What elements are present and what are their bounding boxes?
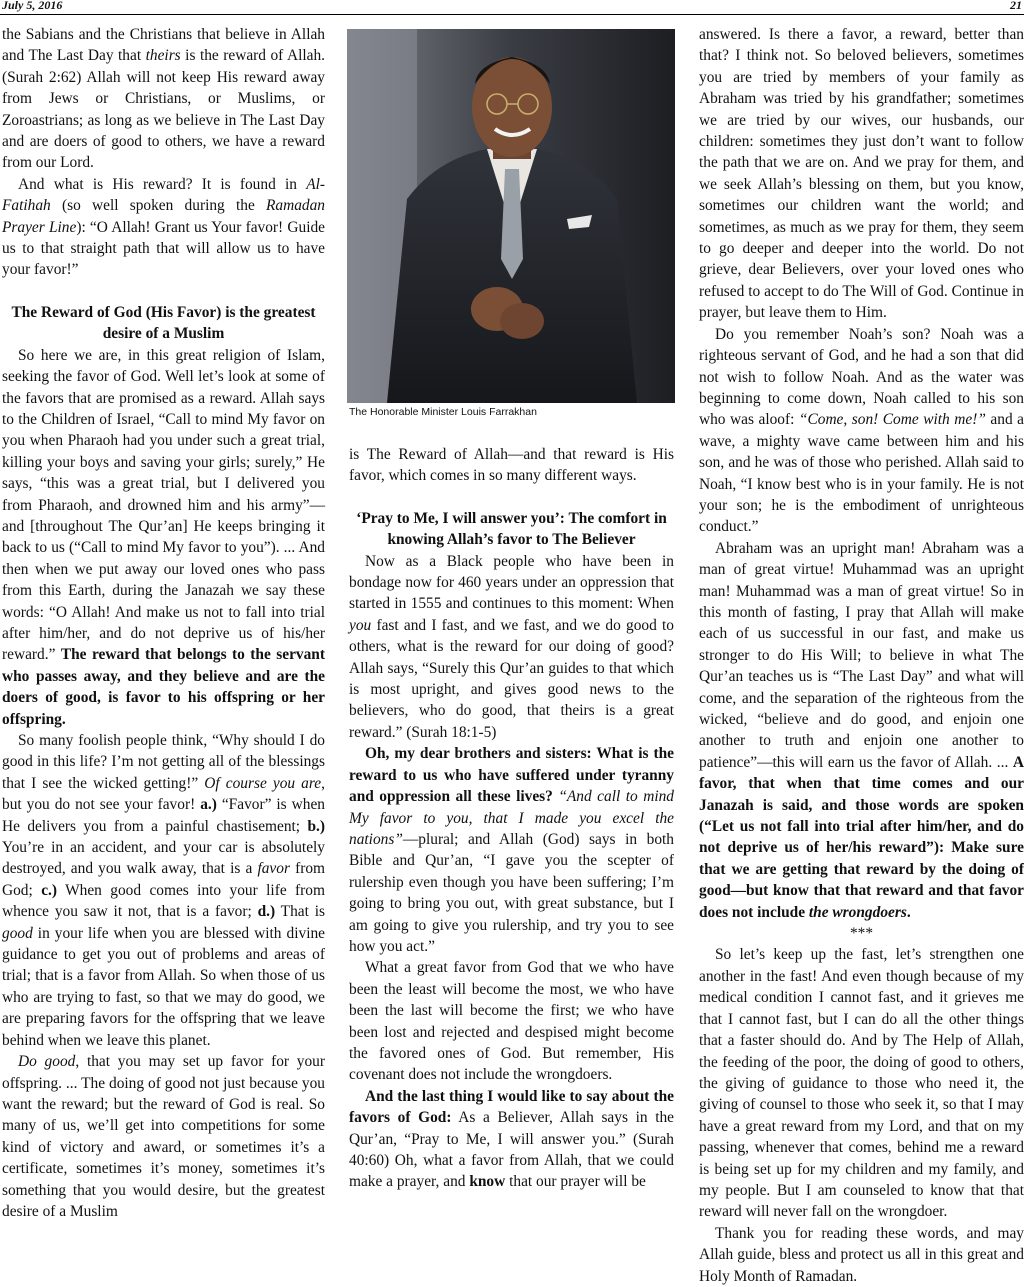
text-run: —plural; and Allah (God) says in both Bible and Qur’an, “I gave you the scepter of rulership even though you have been suffering; I’m going to bring you out, with great substance, but I am going to give you rulership, and try you to see how you act.”: [349, 830, 674, 955]
paragraph: [699, 944, 1024, 1222]
text-run: Thank you for reading these words, and may Allah guide, bless and protect us all in this great and Holy Month of Ramadan.: [699, 1224, 1024, 1285]
paragraph: [699, 24, 1024, 324]
text-run: .: [906, 903, 911, 921]
text-run: favor: [257, 860, 290, 878]
text-run: fast and I fast, and we fast, and we do good to others, what is the reward for our doing of good? Allah says, “Surely this Qur’an guides to that which is most upright, and gives good news to the believers, who do good, that theirs is a great reward.” (Surah 18:1-5): [349, 616, 674, 741]
text-run: Oh, my dear brothers and sisters: What is the reward to us who have suffered under tyranny and oppression all these lives?: [349, 745, 674, 806]
text-run: “And call to mind My favor to you, that I made you excel the nations”: [349, 788, 674, 848]
text-run: Now as a Black people who have been in bondage now for 460 years under an oppression that started in 1555 and continues to this moment: When: [349, 552, 674, 613]
text-run: , that you may set up favor for your offspring. ... The doing of good not just because you want the reward; but the reward of God is real. So many of us, we’ll get into competitions for some kind of victory and award, or sometimes it’s a certificate, sometimes it’s money, sometimes it’s something that you would desire, but the greatest desire of a Muslim: [2, 1053, 325, 1220]
text-run: “Favor” is when He delivers you from a painful chastisement;: [2, 796, 325, 835]
portrait-illustration: [347, 29, 675, 403]
section-subhead: The Reward of God (His Favor) is the greatest desire of a Muslim: [11, 303, 316, 343]
paragraph: [349, 957, 674, 1085]
text-run: a.): [200, 796, 217, 814]
paragraph: [2, 345, 325, 730]
text-run: So many foolish people think, “Why should I do good in this life? I’m not getting all of the blessings that I see the wicked getting!”: [2, 732, 325, 792]
text-run: And the last thing I would like to say about the favors of God:: [349, 1087, 674, 1127]
paragraph: [2, 730, 325, 1051]
paragraph: [699, 538, 1024, 923]
column-2: [349, 444, 674, 1193]
text-run: from God;: [2, 860, 326, 899]
text-run: b.): [307, 817, 325, 835]
page-header: [0, 0, 1024, 15]
text-run: in your life when you are blessed with divine guidance to get you out of problems and areas of trial; that is a favor from Allah. So when those of us who are trying to fast, so that we may do good, we are preparing favors for the offspring that we leave behind when we leave this planet.: [2, 924, 325, 1049]
page-number: 21: [1010, 0, 1022, 12]
text-run: answered. Is there a favor, a reward, better than that? I think not. So beloved believers, sometimes you are tried by members of your family as Abraham was tried by his grandfather; sometimes we are tried by our wives, our husbands, our children: sometimes they just don’t want to follow the path that we are on. And we pray for them, and we seek Allah’s blessing on them, but you know, sometimes our children want the world; and sometimes, as much as we pray for them, they seem to go deeper and deeper into the world. Do not grieve, dear Believers, over your loved ones who refused to accept to do The Will of God. Continue in prayer, but leave them to Him.: [699, 26, 1024, 322]
paragraph: [349, 1086, 674, 1193]
text-run: Abraham was an upright man! Abraham was a man of great virtue! Muhammad was an upright man! Muhammad was a man of great virtue! So in this month of fasting, I pray that Allah will make each of us successful in our fast, and make us stronger to do His Will; to believe in what The Qur’an teaches us is “The Last Day” and what will come, and the separation of the righteous from the wicked, “believe and do good, and enjoin one another to truth and enjoin one another to patience”—this will earn us the favor of Allah. ...: [699, 539, 1024, 771]
text-run: As a Believer, Allah says in the Qur’an, “Pray to Me, I will answer you.” (Surah 40:60) Oh, what a favor from Allah, that we could make a prayer, and: [349, 1109, 674, 1191]
text-run: theirs: [145, 47, 181, 65]
text-run: is The Reward of Allah—and that reward is His favor, which comes in so many different ways.: [349, 446, 674, 485]
text-run: Al-Fatihah: [2, 175, 325, 215]
column-3: [699, 24, 1024, 1287]
text-run: Of course you are: [204, 774, 322, 792]
text-run: “Come, son! Come with me!”: [798, 411, 986, 429]
text-run: the Sabians and the Christians that believe in Allah and The Last Day that: [2, 26, 325, 65]
text-run: and a wave, a mighty wave came between him and his son, and he was of those who perished. Allah said to Noah, “I know best who is in your family. He is not your son; he is the embodiment of unrighteous conduct.”: [699, 411, 1024, 536]
text-run: A favor, that when that time comes and our Janazah is said, and those words are spoken (“Let us not fall into trial after him/her, and do not deprive us of her/his reward”): Make sure that we are getting that reward by the doing of good—but know that that reward and that favor does not include: [699, 753, 1024, 921]
text-run: c.): [41, 881, 57, 899]
paragraph: [699, 1223, 1024, 1287]
text-run: And what is His reward? It is found in: [18, 175, 307, 193]
issue-date: July 5, 2016: [2, 0, 63, 12]
paragraph: [349, 444, 674, 487]
text-run: is the reward of Allah. (Surah 2:62) Allah will not keep His reward away from Jews or Christians, or Muslims, or Zoroastrians; as long as we believe in The Last Day and are doers of good to others, we have a reward from our Lord.: [2, 47, 325, 172]
paragraph: [2, 1051, 325, 1222]
text-run: know: [469, 1173, 506, 1191]
text-run: So here we are, in this great religion of Islam, seeking the favor of God. Well let’s look at some of the favors that are promised as a reward. Allah says to the Children of Israel, “Call to mind My favor on you when Pharaoh had you under such a great trial, killing your boys and saving your girls; surely,” He says, “this was a great trial, but I delivered you from Pharaoh, and drowned him and his army”—and [throughout The Qur’an] He keeps bringing it back to us (“Call to mind My favor to you”). ... And then when we put away our loved ones who pass from this Earth, during the Janazah we say these words: “O Allah! And make us not to fall into trial after him/her, and do not deprive us of his/her reward.”: [2, 346, 325, 664]
paragraph: [2, 174, 325, 281]
text-run: The reward that belongs to the servant who passes away, and they believe and are the doers of good, is favor to his offspring or her offspring.: [2, 646, 325, 728]
paragraph: [699, 324, 1024, 538]
section-break: ***: [849, 925, 874, 943]
text-run: the wrongdoers: [808, 903, 907, 921]
portrait-photo: [347, 29, 675, 403]
text-run: What a great favor from God that we who have been the least will become the most, we who have been the last will become the first; we who have been lost and rejected and despised might become the favored ones of God. But remember, His covenant does not include the wrongdoers.: [349, 959, 674, 1084]
paragraph: [349, 743, 674, 957]
text-run: (so well spoken during the: [50, 197, 266, 215]
text-run: d.): [257, 903, 276, 921]
paragraph: [2, 24, 325, 174]
text-run: Do good: [18, 1053, 76, 1071]
column-1: [2, 24, 325, 1222]
text-run: ): “O Allah! Grant us Your favor! Guide us to that straight path that will allow us to have your favor!”: [2, 218, 325, 279]
photo-caption: The Honorable Minister Louis Farrakhan: [349, 406, 537, 418]
text-run: , but you do not see your favor!: [2, 774, 325, 814]
text-run: Ramadan Prayer Line: [2, 197, 325, 236]
text-run: So let’s keep up the fast, let’s strengthen one another in the fast! And even though because of my medical condition I cannot fast, and it grieves me that I cannot fast, but I can do all the other things that a faster should do. And by The Help of Allah, the feeding of the poor, the doing of good to others, the giving of guidance to those who need it, the giving of counsel to those who seek it, so that I may have a great reward from my Lord, and that on my passing, whenever that comes, behind me a reward is being set up for my children and my family, and my people. But I am counseled to know that that reward will never fall on the wrongdoer.: [699, 946, 1024, 1221]
text-run: Do you remember Noah’s son? Noah was a righteous servant of God, and he had a son that did not wish to follow Noah. And as the water was beginning to come down, Noah called to his son who was aloof:: [699, 325, 1024, 429]
text-run: That is: [275, 903, 325, 921]
text-run: that our prayer will be: [505, 1173, 646, 1191]
text-run: you: [349, 616, 372, 634]
paragraph: [349, 551, 674, 744]
text-run: When good comes into your life from whence you saw it not, that is a favor;: [2, 881, 325, 921]
text-run: good: [2, 924, 33, 942]
text-run: You’re in an accident, and your car is absolutely destroyed, and you walk away, that is a: [2, 839, 325, 878]
section-subhead: ‘Pray to Me, I will answer you’: The comfort in knowing Allah’s favor to The Believer: [356, 509, 667, 549]
